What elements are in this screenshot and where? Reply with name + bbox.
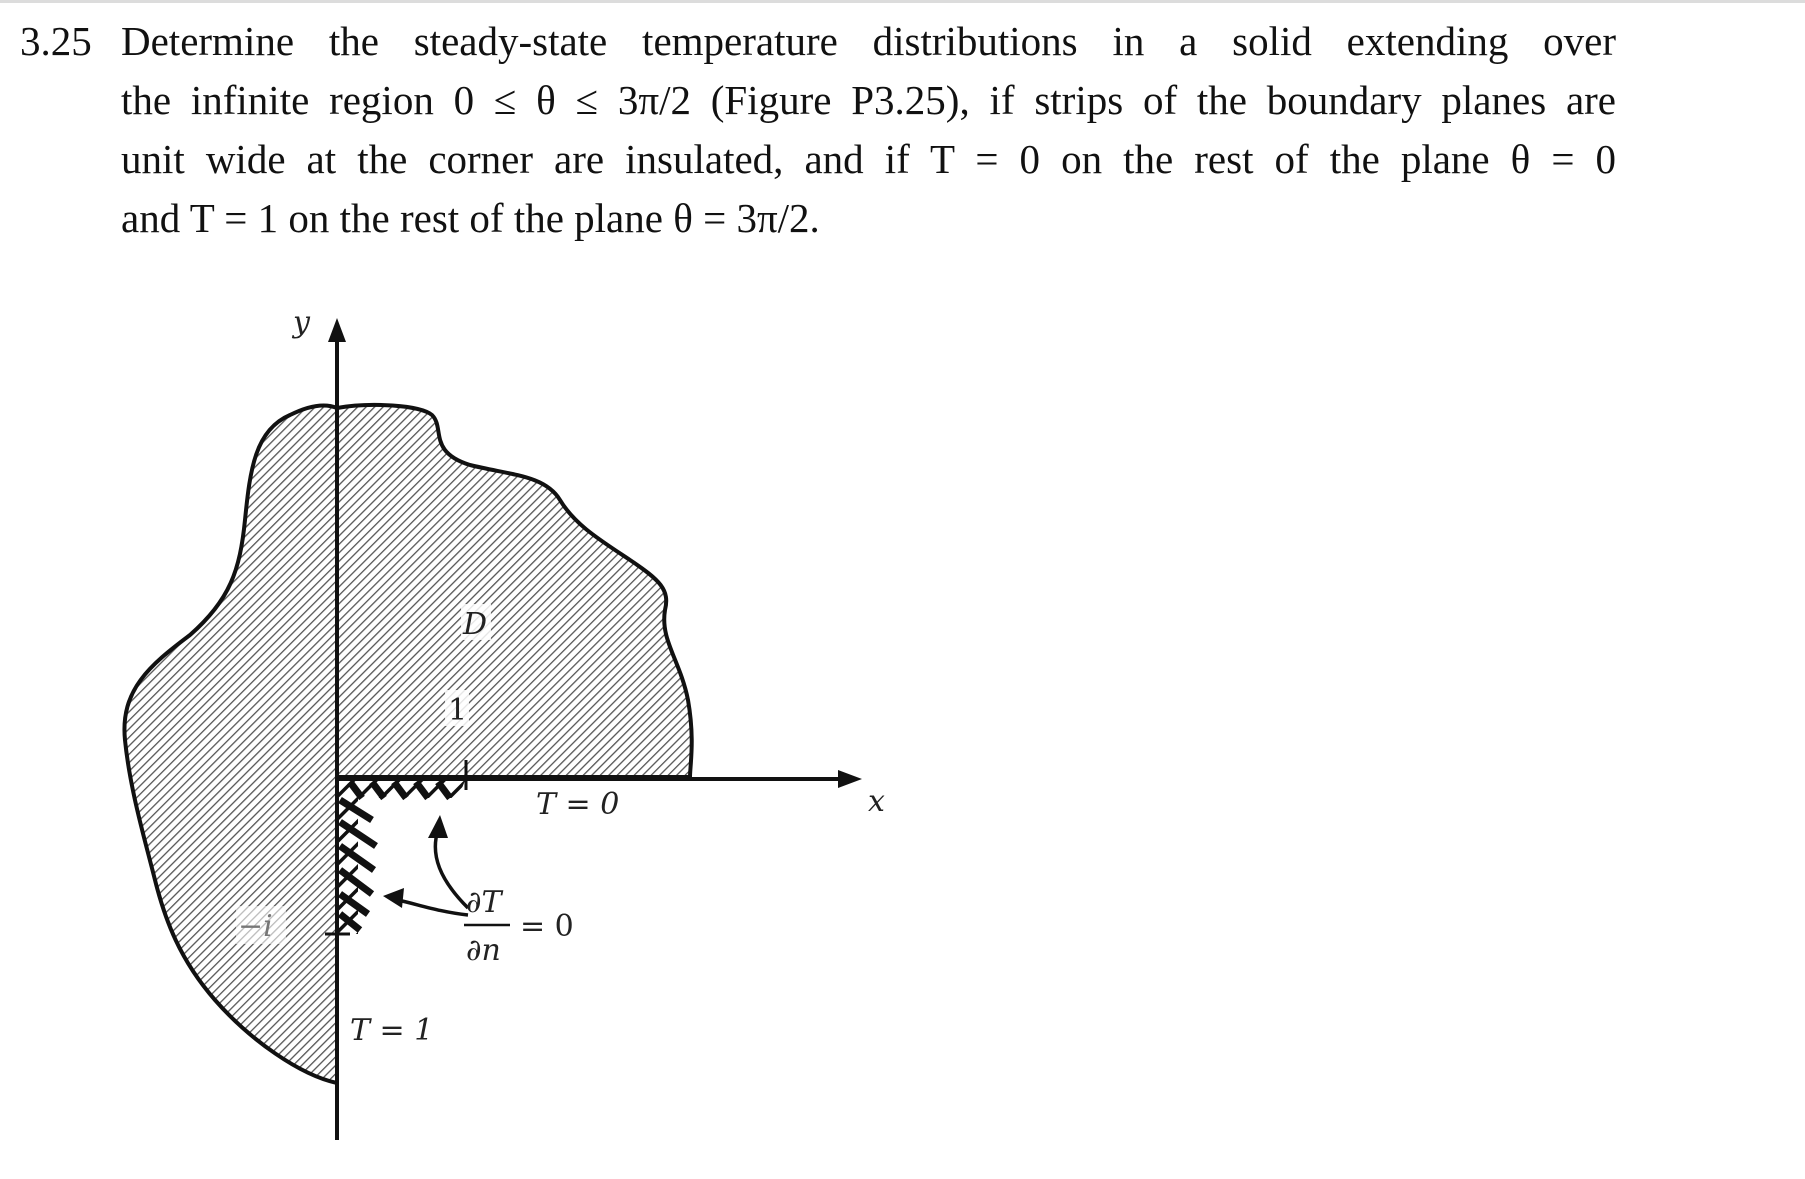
problem-line-4: and T = 1 on the rest of the plane θ = 3π/2.	[121, 195, 820, 241]
top-boundary-label: T = 0	[536, 787, 620, 822]
y-axis-label: y	[293, 305, 310, 340]
width-label: 1	[448, 693, 468, 728]
region-label: D	[463, 607, 488, 642]
problem-line-3: unit wide at the corner are insulated, and if T = 0 on the rest of the plane θ = 0	[121, 136, 1616, 182]
y-axis-arrowhead	[328, 318, 346, 342]
insulated-denominator: ∂n	[466, 933, 501, 968]
insulated-arrow-upper-head	[428, 815, 448, 838]
insulated-numerator: ∂T	[466, 885, 502, 920]
neg-i-label: −i	[238, 909, 273, 944]
insulated-equals: = 0	[520, 909, 574, 944]
problem-line-2: the infinite region 0 ≤ θ ≤ 3π/2 (Figure P3.25), if strips of the boundary planes are	[121, 77, 1616, 123]
left-boundary-label: T = 1	[350, 1013, 434, 1048]
x-axis-label: x	[868, 784, 885, 819]
insulated-arrow-lower-head	[383, 888, 404, 908]
problem-line-1: Determine the steady-state temperature distributions in a solid extending over	[121, 18, 1616, 64]
problem-number: 3.25	[20, 18, 92, 64]
insulated-arrow-lower	[398, 900, 468, 915]
region-left-shading	[124, 405, 337, 1083]
region-d-shading	[337, 405, 692, 777]
insulated-arrow-upper	[435, 830, 468, 908]
x-axis-arrowhead	[838, 770, 862, 788]
